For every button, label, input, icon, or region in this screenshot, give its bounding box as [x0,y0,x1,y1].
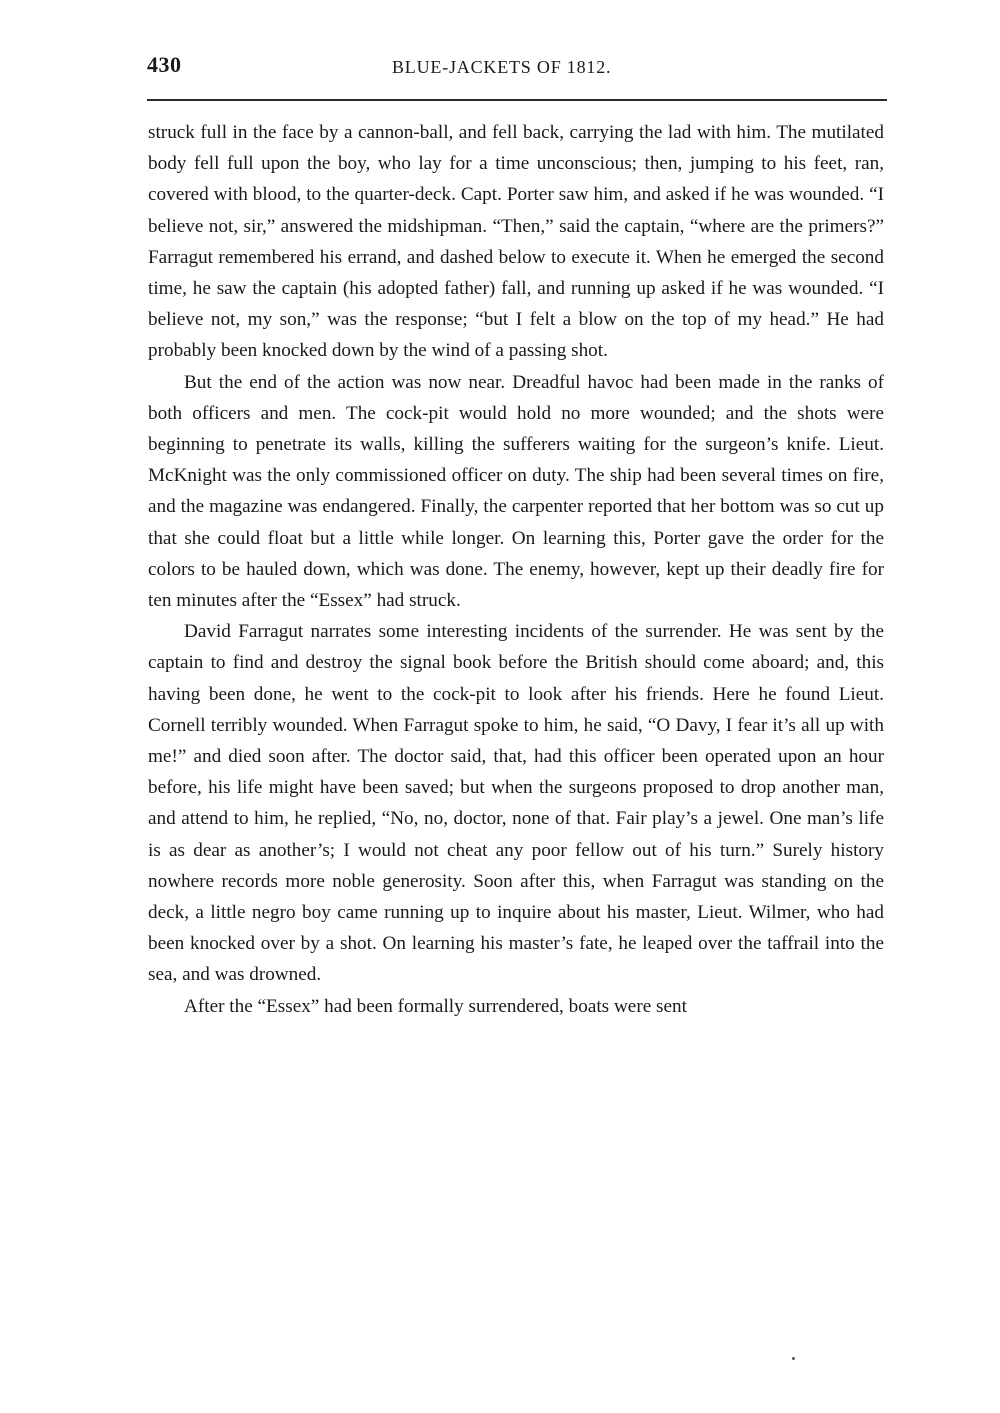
paragraph: But the end of the action was now near. Dreadful havoc had been made in the ranks of both officers and men. The cock-pit would hold no more wounded; and the shots were beginning to penetrate its walls, killing the sufferers waiting for the surgeon’s knife. Lieut. McKnight was the only commissioned officer on duty. The ship had been several times on fire, and the magazine was endangered. Finally, the carpenter reported that her bottom was so cut up that she could float but a little while longer. On learning this, Porter gave the order for the colors to be hauled down, which was done. The enemy, however, kept up their deadly fire for ten minutes after the “Essex” had struck. [148,371,884,612]
paragraph: David Farragut narrates some interesting incidents of the surrender. He was sent by the captain to find and destroy the signal book before the British should come aboard; and, this having been done, he went to the cock-pit to look after his friends. Here he found Lieut. Cornell terribly wounded. When Farragut spoke to him, he said, “O Davy, I fear it’s all up with me!” and died soon after. The doctor said, that, had this officer been operated upon an hour before, his life might have been saved; but when the surgeons proposed to drop another man, and attend to him, he replied, “No, no, doctor, none of that. Fair play’s a jewel. One man’s life is as dear as another’s; I would not cheat any poor fellow out of his turn.” Surely history nowhere records more noble generosity. Soon after this, when Farragut was standing on the deck, a little negro boy came running up to inquire about his master, Lieut. Wilmer, who had been knocked over by a shot. On learning his master’s fate, he leaped over the taffrail into the sea, and was drowned. [148,621,884,986]
page-number: 430 [147,52,182,77]
paragraph: After the “Essex” had been formally surrendered, boats were sent [184,995,687,1017]
page-header [147,52,887,88]
paragraph: struck full in the face by a cannon-ball, and fell back, carrying the lad with him. The mutilated body fell full upon the boy, who lay for a time unconscious; then, jumping to his feet, ran, covered with blood, to the quarter-deck. Capt. Porter saw him, and asked if he was wounded. “I believe not, sir,” answered the midshipman. “Then,” said the captain, “where are the primers?” Farragut remembered his errand, and dashed below to execute it. When he emerged the second time, he saw the captain (his adopted father) fall, and running up asked if he was wounded. “I believe not, my son,” was the response; “but I felt a blow on the top of my head.” He had probably been knocked down by the wind of a passing shot. [148,122,884,362]
running-head: BLUE-JACKETS OF 1812. [392,57,612,77]
header-rule [147,99,887,101]
body-text [148,117,884,1022]
print-speck [792,1357,795,1360]
